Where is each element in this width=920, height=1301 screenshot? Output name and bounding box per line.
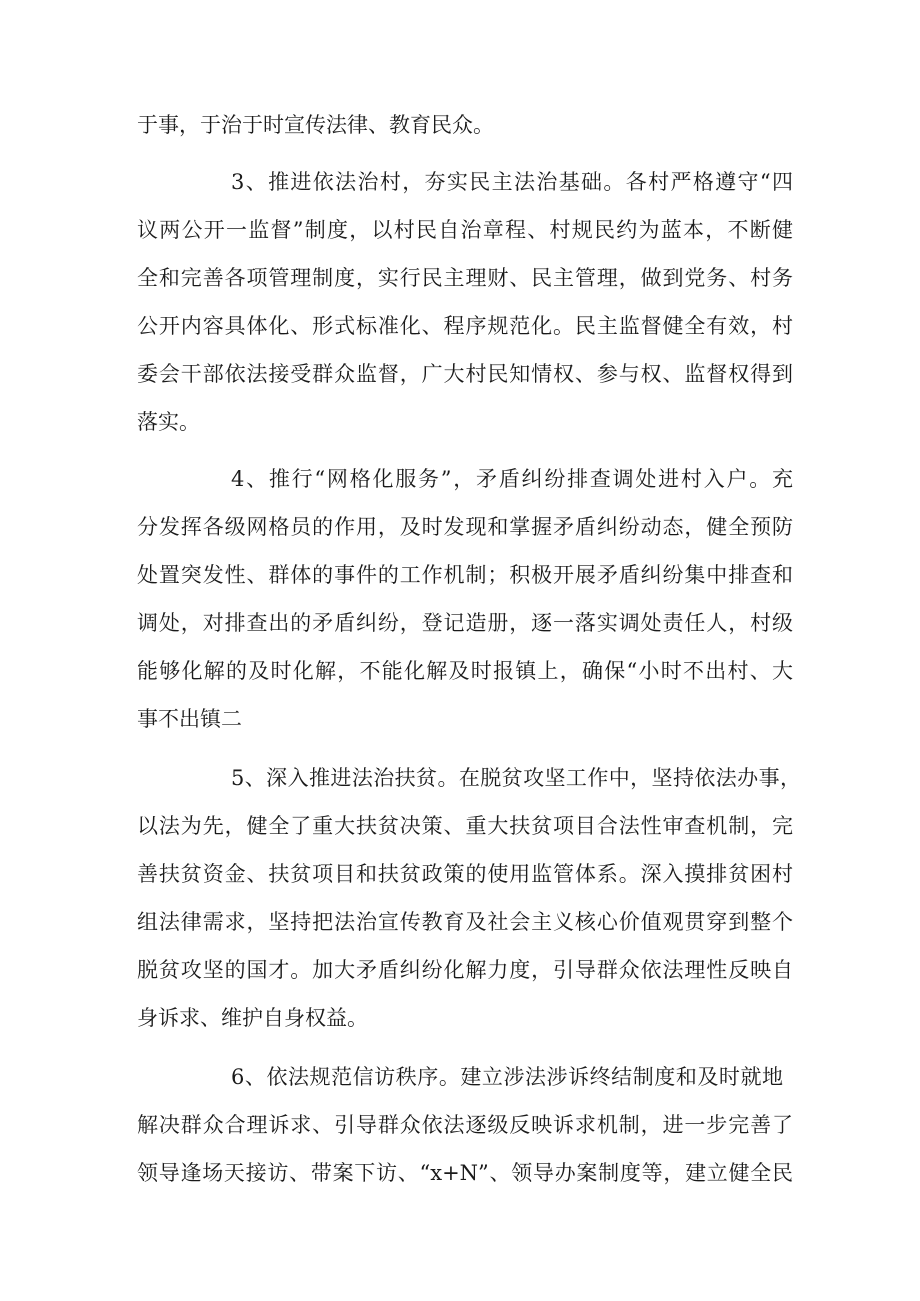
text-line: 公开内容具体化、形式标准化、程序规范化。民主监督健全有效，村 [137, 314, 793, 338]
text-line: 善扶贫资金、扶贫项目和扶贫政策的使用监管体系。深入摸排贫困村 [137, 862, 793, 886]
text-line: 议两公开一监督”制度，以村民自治章程、村规民约为蓝本，不断健 [137, 218, 793, 242]
text-line: 能够化解的及时化解，不能化解及时报镇上，确保“小时不出村、大 [137, 659, 793, 683]
text-line: 调处，对排查出的矛盾纠纷，登记造册，逐一落实调处责任人，村级 [137, 611, 793, 635]
text-line: 事不出镇二 [137, 707, 242, 731]
text-line: 6、依法规范信访秩序。建立涉法涉诉终结制度和及时就地 [231, 1065, 783, 1089]
text-line: 落实。 [137, 410, 200, 434]
text-line: 委会干部依法接受群众监督，广大村民知情权、参与权、监督权得到 [137, 362, 793, 386]
text-line: 处置突发性、群体的事件的工作机制；积极开展矛盾纠纷集中排查和 [137, 563, 793, 587]
text-line: 3、推进依法治村，夯实民主法治基础。各村严格遵守“四 [231, 170, 793, 194]
text-line: 5、深入推进法治扶贫。在脱贫攻坚工作中，坚持依法办事， [231, 766, 801, 790]
text-line: 全和完善各项管理制度，实行民主理财、民主管理，做到党务、村务 [137, 266, 793, 290]
text-line: 以法为先，健全了重大扶贫决策、重大扶贫项目合法性审查机制，完 [137, 814, 793, 838]
text-line: 4、推行“网格化服务”，矛盾纠纷排查调处进村入户。充 [231, 467, 793, 491]
text-line: 解决群众合理诉求、引导群众依法逐级反映诉求机制，进一步完善了 [137, 1113, 793, 1137]
text-line: 领导逢场天接访、带案下访、“x+N”、领导办案制度等，建立健全民 [137, 1161, 793, 1185]
text-line: 组法律需求，坚持把法治宣传教育及社会主义核心价值观贯穿到整个 [137, 910, 793, 934]
text-line: 于事，于治于时宣传法律、教育民众。 [137, 113, 494, 137]
text-line: 分发挥各级网格员的作用，及时发现和掌握矛盾纠纷动态，健全预防 [137, 515, 793, 539]
text-line: 脱贫攻坚的国才。加大矛盾纠纷化解力度，引导群众依法理性反映自 [137, 958, 793, 982]
text-line: 身诉求、维护自身权益。 [137, 1006, 368, 1030]
